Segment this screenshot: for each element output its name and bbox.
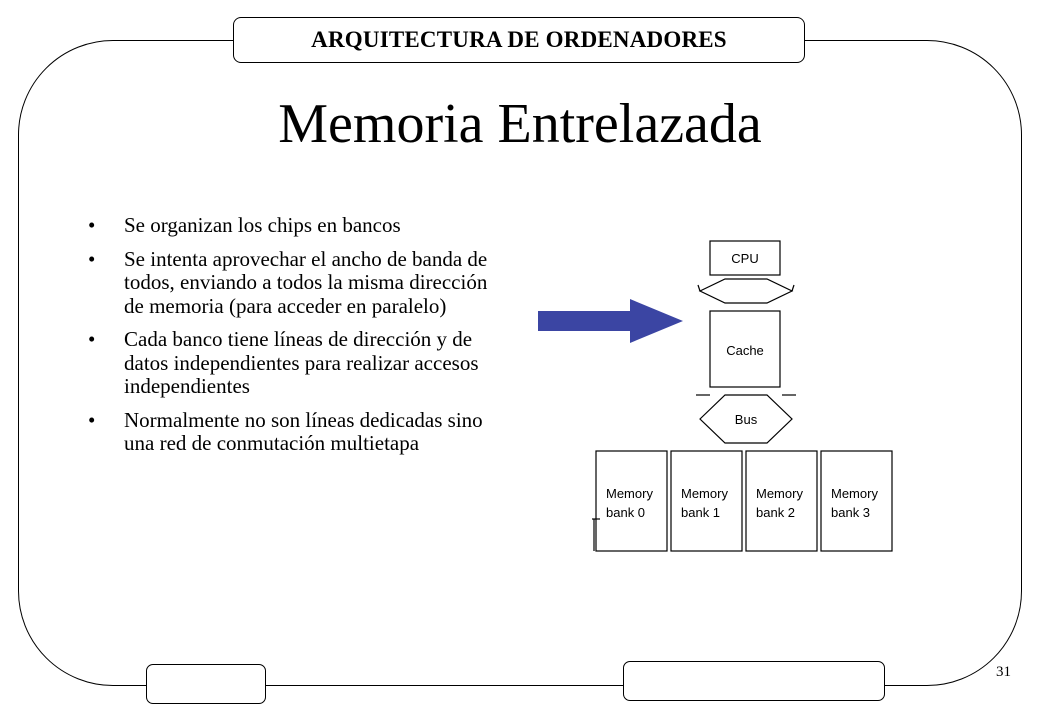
- memory-bank-2: [746, 451, 817, 551]
- interleaved-memory-diagram: [520, 225, 900, 560]
- memory-bank-line2: bank 2: [756, 505, 796, 520]
- bullet-item: • Se organizan los chips en bancos: [86, 214, 498, 238]
- bus-label: Bus: [734, 412, 758, 427]
- memory-bank-line1: Memory: [756, 486, 803, 501]
- memory-bank-1: [671, 451, 742, 551]
- slide-title: Memoria Entrelazada: [278, 93, 762, 155]
- memory-bank-line2: bank 3: [831, 505, 871, 520]
- cpu-label: CPU: [731, 251, 759, 266]
- memory-bank-0: [596, 451, 667, 551]
- cache-label: Cache: [726, 343, 764, 358]
- link-tick: [792, 285, 794, 291]
- pointer-arrow-icon: [538, 299, 683, 343]
- memory-bank-line1: Memory: [681, 486, 728, 501]
- bullet-item: • Normalmente no son líneas dedicadas sino una red de conmutación multietapa: [86, 409, 498, 456]
- memory-bank-3: [821, 451, 892, 551]
- footer-box-left: [146, 664, 266, 704]
- bullet-list: [86, 214, 498, 466]
- page-number: 31: [996, 664, 1011, 680]
- memory-bank-line2: bank 1: [681, 505, 721, 520]
- bullet-item: • Cada banco tiene líneas de dirección y de datos independientes para realizar accesos independientes: [86, 328, 498, 399]
- cpu-cache-link: [700, 279, 792, 303]
- memory-bank-line1: Memory: [606, 486, 653, 501]
- footer-box-right: [623, 661, 885, 701]
- memory-bank-line2: bank 0: [606, 505, 646, 520]
- link-tick: [698, 285, 700, 291]
- memory-bank-line1: Memory: [831, 486, 878, 501]
- bullet-item: • Se intenta aprovechar el ancho de banda de todos, enviando a todos la misma dirección de memoria (para acceder en paralelo): [86, 248, 498, 319]
- header-course-title: ARQUITECTURA DE ORDENADORES: [233, 17, 805, 63]
